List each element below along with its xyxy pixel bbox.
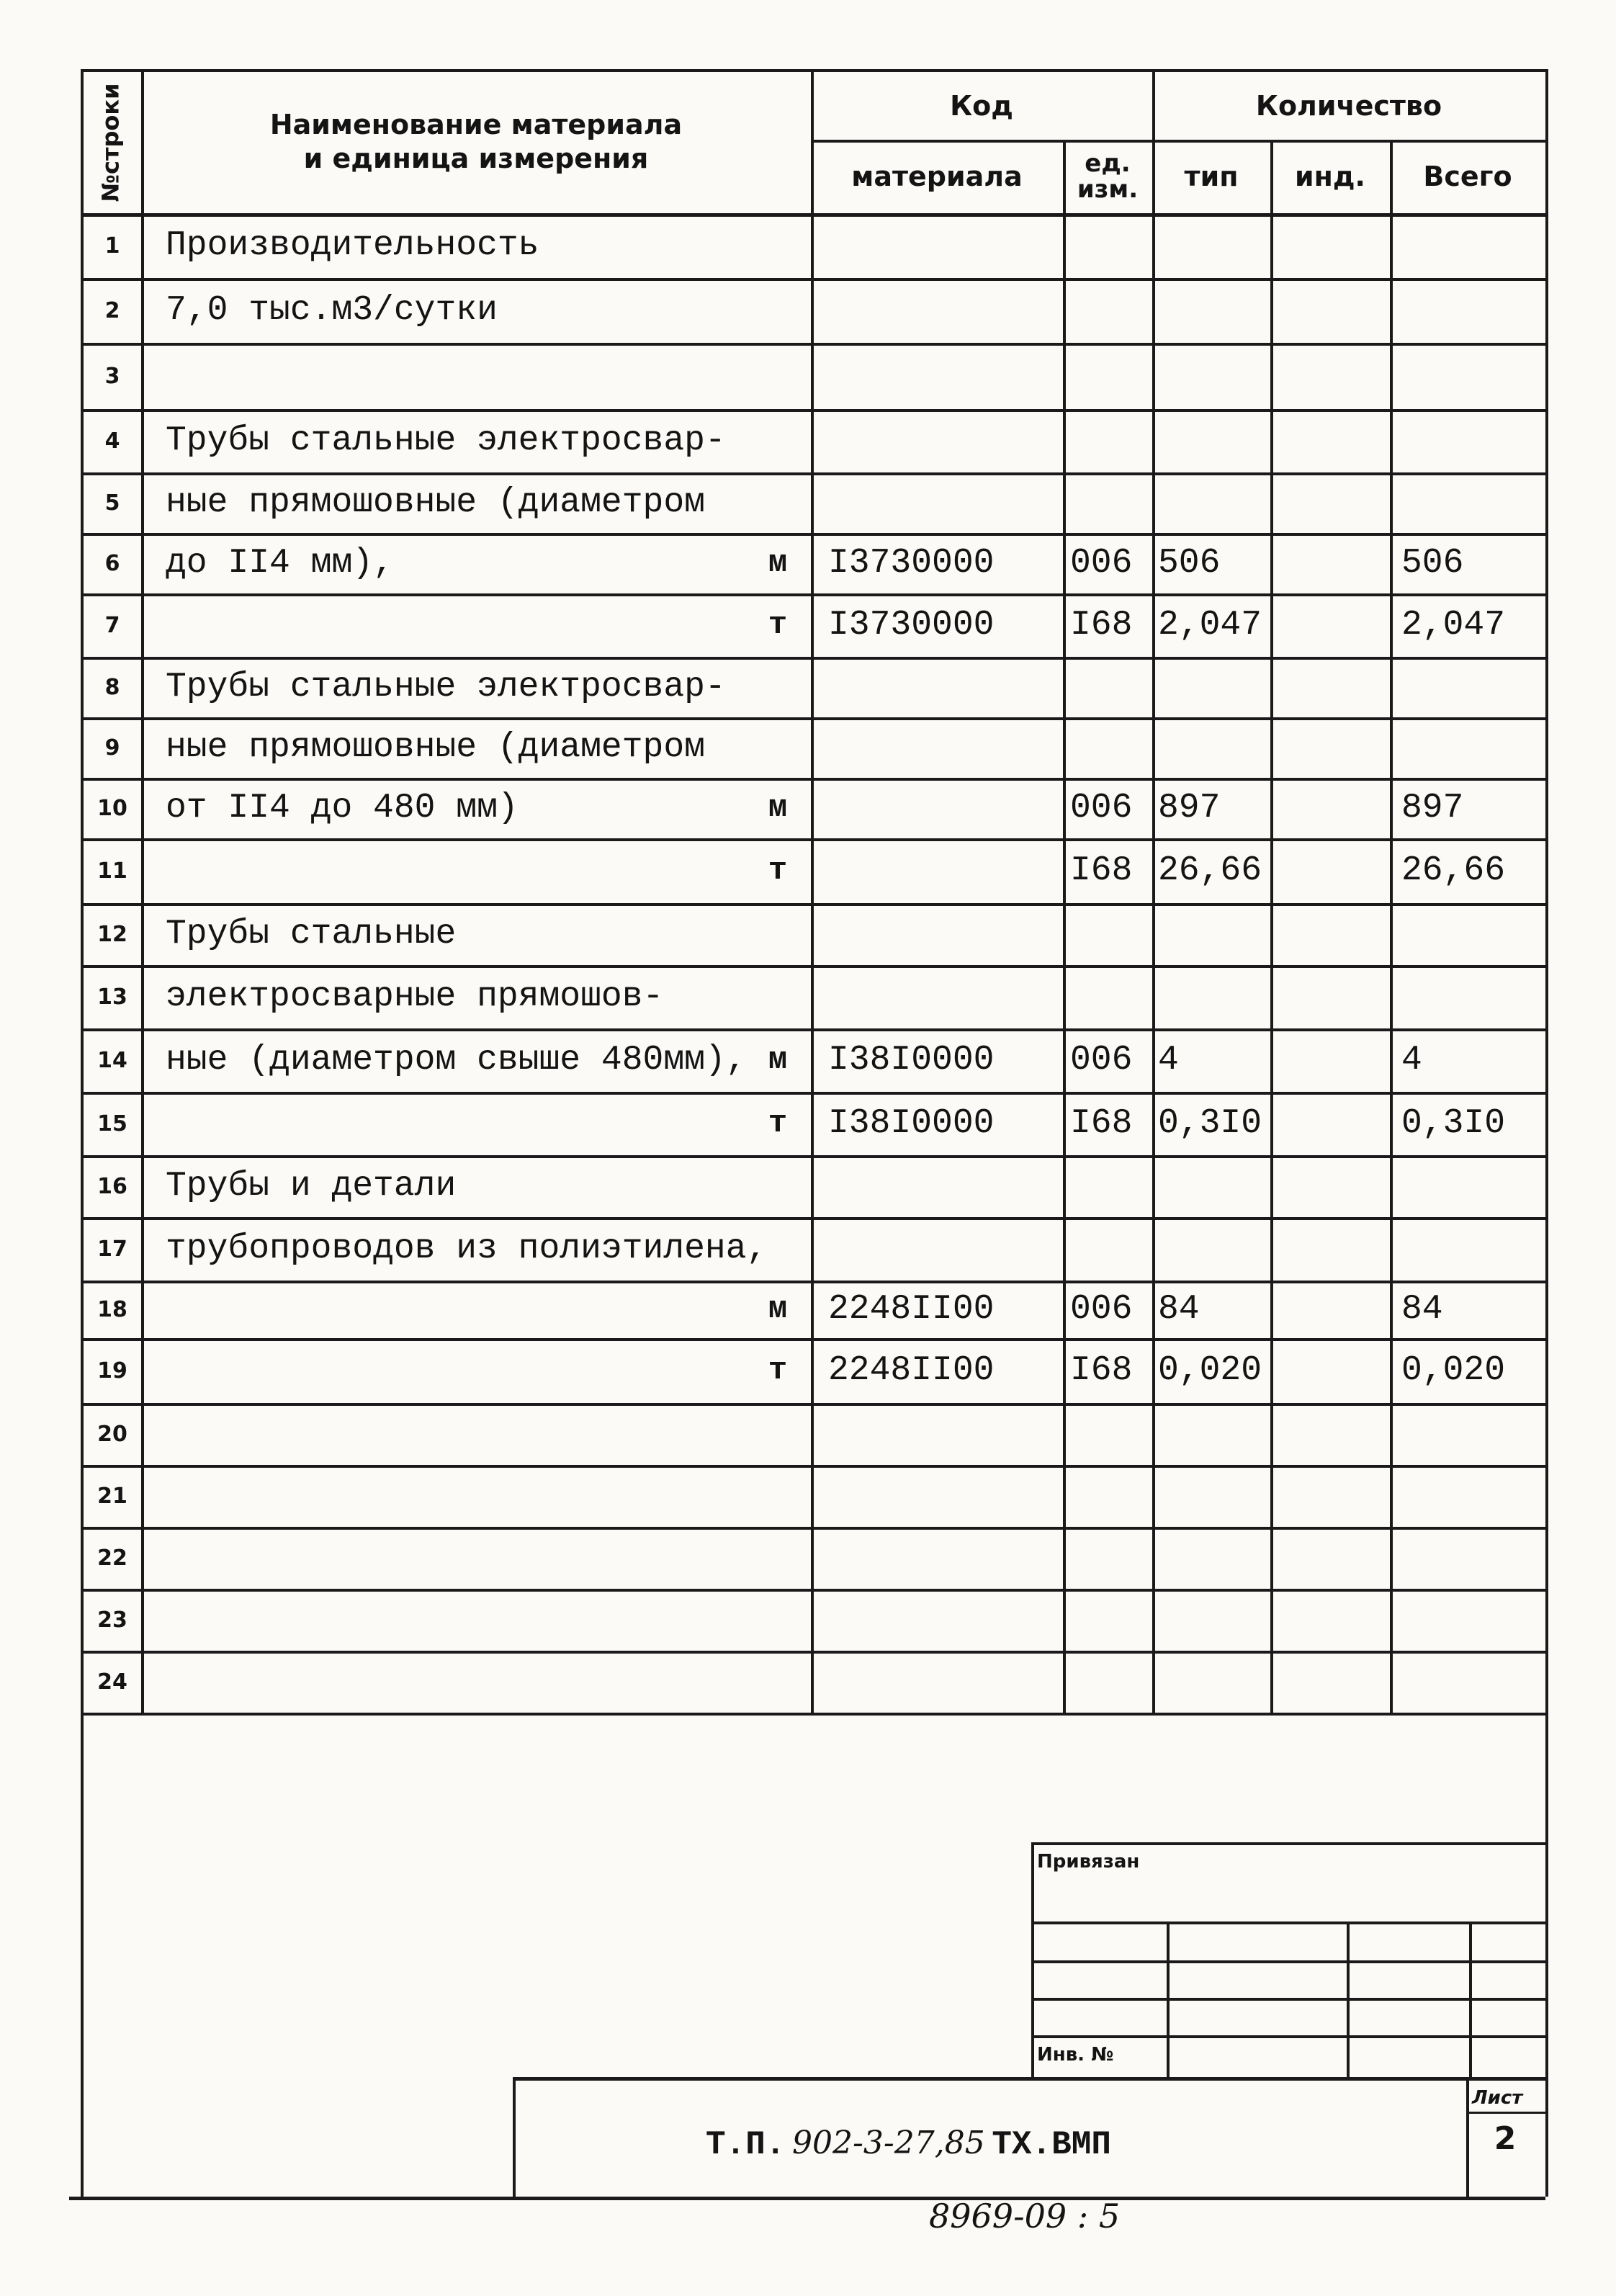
- material-code: [828, 903, 1059, 965]
- material-code: [828, 1403, 1059, 1465]
- material-unit: [749, 343, 807, 409]
- header-qty-total: Всего: [1423, 161, 1512, 193]
- material-code: I38I0000: [828, 1041, 995, 1080]
- qty-type: [1158, 1465, 1269, 1527]
- header-qty-type: тип: [1184, 161, 1239, 193]
- qty-ind: [1276, 409, 1388, 472]
- material-unit: м: [768, 790, 788, 826]
- material-code: [828, 1651, 1059, 1713]
- material-unit: [749, 278, 807, 343]
- unit-code: I68: [1070, 606, 1133, 645]
- archive-number: 8969-09 : 5: [929, 2197, 1121, 2236]
- material-name: ные прямошовные (диаметром: [166, 483, 705, 522]
- table-row: [0, 1155, 1616, 1217]
- frame-bottom-border: [69, 2197, 1545, 2200]
- unit-code: [1070, 965, 1149, 1028]
- qty-total: 0,3I0: [1401, 1104, 1506, 1143]
- qty-total: [1401, 409, 1543, 472]
- row-number: 23: [97, 1607, 127, 1633]
- material-name: [166, 1651, 745, 1713]
- title-block-top: [513, 2077, 1545, 2081]
- qty-total: 84: [1401, 1290, 1443, 1329]
- qty-type: [1158, 1651, 1269, 1713]
- material-unit: [749, 1589, 807, 1651]
- header-row-number: №строки: [97, 83, 125, 202]
- qty-type: [1158, 1589, 1269, 1651]
- qty-ind: [1276, 533, 1388, 593]
- row-number: 13: [97, 984, 127, 1010]
- qty-ind: [1276, 778, 1388, 838]
- material-unit: [749, 213, 807, 278]
- qty-ind: [1276, 472, 1388, 533]
- table-row: [0, 1465, 1616, 1527]
- material-code: [828, 838, 1059, 903]
- qty-ind: [1276, 593, 1388, 657]
- material-code: [828, 343, 1059, 409]
- material-unit: [749, 1403, 807, 1465]
- header-code-material: материала: [851, 161, 1023, 193]
- qty-ind: [1276, 278, 1388, 343]
- qty-total: 506: [1401, 544, 1464, 583]
- material-name: [166, 1092, 745, 1155]
- row-number: 2: [104, 297, 120, 323]
- material-name: [166, 1403, 745, 1465]
- row-number: 12: [97, 921, 127, 947]
- material-name: Трубы стальные: [166, 915, 457, 954]
- row-number: 9: [104, 735, 120, 761]
- header-qty-ind: инд.: [1294, 161, 1365, 193]
- header-quantity-group: Количество: [1255, 90, 1442, 122]
- unit-code: [1070, 717, 1149, 778]
- qty-ind: [1276, 1403, 1388, 1465]
- unit-code: [1070, 1651, 1149, 1713]
- row-number: 16: [97, 1173, 127, 1199]
- material-code: [828, 1155, 1059, 1217]
- qty-ind: [1276, 838, 1388, 903]
- qty-ind: [1276, 903, 1388, 965]
- table-row: [0, 472, 1616, 533]
- material-name: от II4 до 480 мм): [166, 789, 519, 828]
- row-number: 6: [104, 550, 120, 576]
- material-unit: т: [768, 607, 788, 643]
- header-code-group: Код: [950, 90, 1013, 122]
- table-row: [0, 1527, 1616, 1589]
- qty-type: [1158, 657, 1269, 717]
- qty-type: [1158, 965, 1269, 1028]
- qty-type: 26,66: [1158, 851, 1262, 890]
- qty-type: 897: [1158, 789, 1221, 828]
- qty-type: 0,3I0: [1158, 1104, 1262, 1143]
- qty-ind: [1276, 343, 1388, 409]
- qty-type: [1158, 213, 1269, 278]
- row-number: 24: [97, 1669, 127, 1695]
- row-number: 15: [97, 1111, 127, 1136]
- material-name: [166, 1589, 745, 1651]
- material-code: I38I0000: [828, 1104, 995, 1143]
- table-row: [0, 1651, 1616, 1713]
- sheet-label: Лист: [1472, 2087, 1523, 2109]
- qty-total: [1401, 717, 1543, 778]
- material-code: [828, 778, 1059, 838]
- title-block-left: [513, 2077, 516, 2197]
- material-code: [828, 717, 1059, 778]
- material-name: ные прямошовные (диаметром: [166, 728, 705, 767]
- material-unit: [749, 657, 807, 717]
- material-unit: т: [768, 1106, 788, 1142]
- header-name-line1: Наименование материала: [269, 108, 683, 140]
- qty-type: [1158, 1527, 1269, 1589]
- material-code: I3730000: [828, 544, 995, 583]
- material-unit: [749, 903, 807, 965]
- qty-ind: [1276, 1281, 1388, 1338]
- qty-ind: [1276, 1589, 1388, 1651]
- row-number: 8: [104, 674, 120, 700]
- material-name: [166, 343, 745, 409]
- table-row: [0, 343, 1616, 409]
- material-name: Трубы стальные электросвар-: [166, 668, 726, 707]
- stamp-privyazan-label: Привязан: [1037, 1851, 1140, 1873]
- qty-total: [1401, 903, 1543, 965]
- material-unit: [749, 1651, 807, 1713]
- unit-code: I68: [1070, 851, 1133, 890]
- qty-type: [1158, 1217, 1269, 1281]
- table-row: [0, 657, 1616, 717]
- material-code: [828, 965, 1059, 1028]
- stamp-inventory-label: Инв. №: [1037, 2044, 1114, 2066]
- material-code: 2248II00: [828, 1290, 995, 1329]
- qty-ind: [1276, 657, 1388, 717]
- qty-type: 4: [1158, 1041, 1179, 1080]
- unit-code: [1070, 343, 1149, 409]
- material-name: электросварные прямошов-: [166, 977, 664, 1016]
- qty-type: [1158, 409, 1269, 472]
- unit-code: [1070, 472, 1149, 533]
- qty-total: [1401, 472, 1543, 533]
- row-number: 11: [97, 858, 127, 884]
- stamp-line: [1469, 1921, 1472, 2077]
- material-code: [828, 657, 1059, 717]
- table-row: [0, 778, 1616, 838]
- qty-ind: [1276, 1155, 1388, 1217]
- material-code: [828, 1589, 1059, 1651]
- table-row: [0, 965, 1616, 1028]
- material-unit: [749, 1155, 807, 1217]
- material-name: [166, 838, 745, 903]
- row-number: 7: [104, 612, 120, 638]
- material-code: [828, 213, 1059, 278]
- stamp-line: [1167, 1921, 1170, 2077]
- qty-total: [1401, 657, 1543, 717]
- material-unit: [749, 1527, 807, 1589]
- table-row: [0, 1217, 1616, 1281]
- row-number: 5: [104, 490, 120, 516]
- material-name: [166, 1527, 745, 1589]
- unit-code: [1070, 657, 1149, 717]
- row-number: 4: [104, 428, 120, 454]
- header-name-column: [141, 81, 811, 203]
- material-unit: т: [768, 1353, 788, 1389]
- unit-code: [1070, 903, 1149, 965]
- qty-total: 2,047: [1401, 606, 1506, 645]
- qty-type: [1158, 1403, 1269, 1465]
- qty-total: [1401, 1155, 1543, 1217]
- qty-total: [1401, 1589, 1543, 1651]
- row-number: 18: [97, 1296, 127, 1322]
- qty-ind: [1276, 1217, 1388, 1281]
- qty-total: [1401, 1465, 1543, 1527]
- unit-code: [1070, 409, 1149, 472]
- material-code: [828, 1217, 1059, 1281]
- table-row: [0, 717, 1616, 778]
- designation-prefix: Т.П.: [706, 2126, 786, 2163]
- qty-ind: [1276, 1092, 1388, 1155]
- table-row: [0, 1403, 1616, 1465]
- row-number: 19: [97, 1358, 127, 1384]
- qty-type: [1158, 472, 1269, 533]
- table-row: [0, 278, 1616, 343]
- material-name: Трубы стальные электросвар-: [166, 421, 726, 460]
- stamp-line: [1347, 1921, 1350, 2077]
- material-code: [828, 1527, 1059, 1589]
- material-unit: [749, 1465, 807, 1527]
- qty-total: [1401, 1527, 1543, 1589]
- stamp-line: [1031, 1842, 1034, 2077]
- unit-code: 006: [1070, 1041, 1133, 1080]
- sheet-box-left: [1466, 2077, 1469, 2197]
- material-name: [166, 1338, 745, 1403]
- table-row: [0, 1092, 1616, 1155]
- table-row: [0, 1338, 1616, 1403]
- material-unit: м: [768, 1291, 788, 1327]
- material-unit: [749, 717, 807, 778]
- qty-type: 506: [1158, 544, 1221, 583]
- row-number: 1: [104, 233, 120, 259]
- unit-code: 006: [1070, 789, 1133, 828]
- stamp-line: [1031, 1960, 1545, 1963]
- material-name: [166, 1281, 745, 1338]
- qty-ind: [1276, 1527, 1388, 1589]
- qty-type: [1158, 1155, 1269, 1217]
- material-unit: [749, 472, 807, 533]
- sheet-box-divider: [1466, 2112, 1545, 2114]
- row-number: 10: [97, 795, 127, 821]
- document-designation: [706, 2125, 1111, 2163]
- unit-code: [1070, 1589, 1149, 1651]
- qty-total: 4: [1401, 1041, 1422, 1080]
- material-name: до II4 мм),: [166, 544, 394, 583]
- qty-type: [1158, 278, 1269, 343]
- unit-code: [1070, 1155, 1149, 1217]
- material-unit: [749, 965, 807, 1028]
- row-number: 14: [97, 1047, 127, 1073]
- material-name: Производительность: [166, 226, 539, 265]
- material-name: [166, 593, 745, 657]
- row-number: 3: [104, 363, 120, 389]
- qty-ind: [1276, 1651, 1388, 1713]
- material-unit: м: [768, 1042, 788, 1078]
- qty-type: [1158, 903, 1269, 965]
- material-unit: м: [768, 545, 788, 581]
- material-code: 2248II00: [828, 1351, 995, 1390]
- unit-code: [1070, 1403, 1149, 1465]
- qty-total: [1401, 1217, 1543, 1281]
- qty-total: [1401, 343, 1543, 409]
- qty-ind: [1276, 1465, 1388, 1527]
- qty-ind: [1276, 1028, 1388, 1092]
- qty-total: 897: [1401, 789, 1464, 828]
- row-number: 17: [97, 1236, 127, 1262]
- qty-type: [1158, 343, 1269, 409]
- unit-code: 006: [1070, 544, 1133, 583]
- stamp-line: [1031, 1842, 1545, 1845]
- material-name: 7,0 тыс.м3/сутки: [166, 291, 498, 330]
- unit-code: [1070, 213, 1149, 278]
- material-code: I3730000: [828, 606, 995, 645]
- row-number: 20: [97, 1421, 127, 1447]
- unit-code: I68: [1070, 1104, 1133, 1143]
- unit-code: [1070, 278, 1149, 343]
- table-row: [0, 409, 1616, 472]
- designation-suffix: ТХ.ВМП: [992, 2126, 1111, 2163]
- table-row: [0, 213, 1616, 278]
- qty-ind: [1276, 965, 1388, 1028]
- header-sub-divider: [811, 140, 1545, 143]
- table-row: [0, 903, 1616, 965]
- qty-total: [1401, 1403, 1543, 1465]
- table-row: [0, 1281, 1616, 1338]
- qty-total: [1401, 965, 1543, 1028]
- stamp-line: [1031, 1998, 1545, 2001]
- qty-total: 0,020: [1401, 1351, 1506, 1390]
- stamp-line: [1031, 2035, 1545, 2038]
- header-name-line2: и единица измерения: [303, 143, 649, 174]
- material-name: Трубы и детали: [166, 1167, 457, 1206]
- qty-total: [1401, 213, 1543, 278]
- material-code: [828, 409, 1059, 472]
- unit-code: [1070, 1527, 1149, 1589]
- table-row: [0, 533, 1616, 593]
- qty-type: [1158, 717, 1269, 778]
- material-code: [828, 472, 1059, 533]
- qty-total: [1401, 1651, 1543, 1713]
- material-code: [828, 278, 1059, 343]
- material-unit: [749, 409, 807, 472]
- material-code: [828, 1465, 1059, 1527]
- unit-code: [1070, 1217, 1149, 1281]
- sheet-number: 2: [1494, 2120, 1517, 2157]
- qty-total: 26,66: [1401, 851, 1506, 890]
- row-number: 22: [97, 1545, 127, 1571]
- material-name: трубопроводов из полиэтилена,: [166, 1229, 768, 1268]
- table-row: [0, 1028, 1616, 1092]
- material-unit: [749, 1217, 807, 1281]
- material-name: ные (диаметром свыше 480мм),: [166, 1041, 747, 1080]
- unit-code: I68: [1070, 1351, 1133, 1390]
- designation-handwritten: 902-3-27,85: [792, 2125, 985, 2161]
- qty-ind: [1276, 717, 1388, 778]
- table-row: [0, 838, 1616, 903]
- table-row: [0, 593, 1616, 657]
- qty-ind: [1276, 1338, 1388, 1403]
- table-bottom-border: [81, 1713, 1545, 1716]
- qty-ind: [1276, 213, 1388, 278]
- unit-code: [1070, 1465, 1149, 1527]
- material-name: [166, 1465, 745, 1527]
- qty-type: 2,047: [1158, 606, 1262, 645]
- header-code-unit: ед. изм.: [1077, 149, 1139, 204]
- qty-type: 0,020: [1158, 1351, 1262, 1390]
- qty-type: 84: [1158, 1290, 1200, 1329]
- unit-code: 006: [1070, 1290, 1133, 1329]
- row-number: 21: [97, 1483, 127, 1509]
- material-unit: т: [768, 853, 788, 889]
- table-row: [0, 1589, 1616, 1651]
- stamp-line: [1031, 1921, 1545, 1924]
- qty-total: [1401, 278, 1543, 343]
